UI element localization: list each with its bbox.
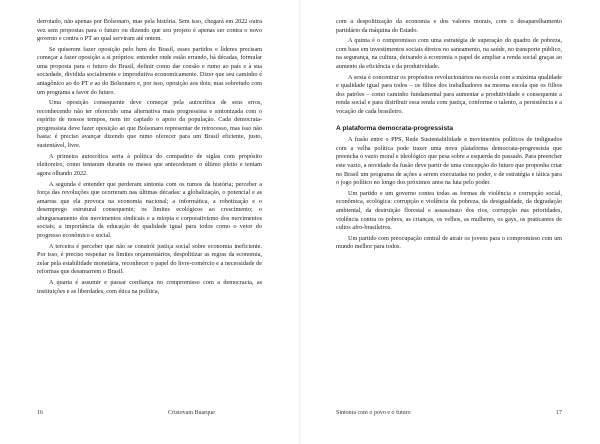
paragraph: Um partido e um governo contra todas as formas de violência e corrupção social, econômica, ecológica: corrupção e violência da pobreza, da desigualdade, da degradação ambiental, da destruição florestal e assassinato dos rios, corrupção nas prioridades, violência contra os pobres, as crianças, os velhos, as mulheres, os gays, os praticantes de cultos afro-brasileiros. <box>336 189 562 232</box>
paragraph: A quinta é o compromisso com uma estratégia de superação do quadro de pobreza, com base em investimentos sociais diretos no saneamento, na saúde, no transporte público, na segurança, na cultura, deixando à economia o papel de ampliar a renda social graças ao aumento da eficiência e da produtividade. <box>336 37 562 70</box>
paragraph: A quarta é assumir e passar confiança no compromisso com a democracia, as instituições e as liberdades, com ética na política, <box>37 278 262 295</box>
page-number: 17 <box>556 410 562 416</box>
paragraph: A sexta é concentrar os propósitos revolucionários na escola com a máxima qualidade e qualidade igual para todos – os filhos dos trabalhadores na mesma escola que os filhos dos patrões – como caminho fundamental para aumentar a produtividade e consequente a renda social e para distribuir essa renda com justiça, conforme o talento, a persistência e a vocação de cada brasileiro. <box>336 73 562 115</box>
paragraph: A fusão entre o PPS, Rede Sustentabilidade e movimentos políticos de indignados com a velha política pode trazer uma nova plataforma democrata-progressista que preencha o vazio moral e ideológico que pesa sobre a esquerda do passado. Para preencher este vazio, a novidade da fusão deve partir de uma concepção do futuro que proponha criar no Brasil um programa de ações a serem executadas no poder, e de estratégia e tática para o jogo político no longo dos próximos anos na luta pelo poder. <box>336 136 562 187</box>
right-page-text <box>336 18 562 254</box>
paragraph: com a despolitização da economia e dos valores morais, com o desaparelhamento partidário da máquina do Estado. <box>336 18 562 34</box>
paragraph: A segunda é entender que perderam sintonia com os rumos da história; perceber a força das revoluções que ocorreram nas últimas décadas: a globalização, o potencial e as amarras que ela provoca na economia nacional; a informática, a robotização e o desemprego estrutural consequente; os limites ecológicos ao crescimento; o aburguesamento dos movimentos sindicais e a miopia e corporativismo dos movimentos sociais; a importância da educação de qualidade igual para todos como o vetor do progresso econômico e social. <box>37 180 262 239</box>
paragraph: derrotado, não apenas por Bolsonaro, mas pela história. Sem isso, chegará em 2022 outra vez sem propostas para o futuro ou dizendo que seu projeto é apenas ser contra o novo governo e contra o PT ao qual serviram até ontem. <box>37 18 262 43</box>
section-heading: A plataforma democrata-progressista <box>336 125 454 133</box>
paragraph: Se quiserem fazer oposição pelo bem do Brasil, esses partidos e líderes precisam começar a fazer oposição a si próprios: entender onde estão errando, há décadas, formular uma proposta para o futuro do Brasil, definir como dar coesão e rumo ao país e à sua sociedade, dividida socialmente e improdutiva economicamente. Dizer que seu caminho é antagônico ao do PT e ao do Bolsonaro e, por isso, oposição aos dois; mas sobretudo com um programa a favor do futuro. <box>37 45 262 96</box>
paragraph: Um partido com preocupação central de atrair os jovens para o compromisso com um mundo melhor para todos. <box>336 234 562 251</box>
paragraph: A terceira é perceber que não se constrói justiça social sobre economia ineficiente. Por isso, é preciso respeitar os limites orçamentários, despolitizar as regras da economia, zelar pela estabilidade monetária, reconhecer o papel do livre-comércio e a necessidade de reformas que desamarrem o Brasil. <box>37 242 262 276</box>
running-author: Cristovam Buarque <box>168 410 215 416</box>
running-title: Sintonia com o povo e o futuro <box>336 410 411 416</box>
page-number: 16 <box>37 410 43 416</box>
paragraph: A primeira autocrítica seria à política do compadrio de siglas com propósito eleitoreiro, como tentaram durante os meses que antecederam o último pleito e tentam agora olhando 2022. <box>37 152 262 177</box>
right-page <box>300 0 600 444</box>
paragraph: Uma oposição consequente deve começar pela autocrítica de seus erros, reconhecendo não ter oferecido uma alternativa mais progressista e sintonizada com o espírito de nossos tempos, nem ter captado o apoio da população. Cada democrata-progressista deve fazer oposição ao que Bolsonaro representar de retrocesso, mas isso não basta: é preciso avançar dizendo que rumo oferecer para um Brasil eficiente, justo, sustentável, livre. <box>37 99 262 150</box>
left-page-text <box>37 18 262 298</box>
